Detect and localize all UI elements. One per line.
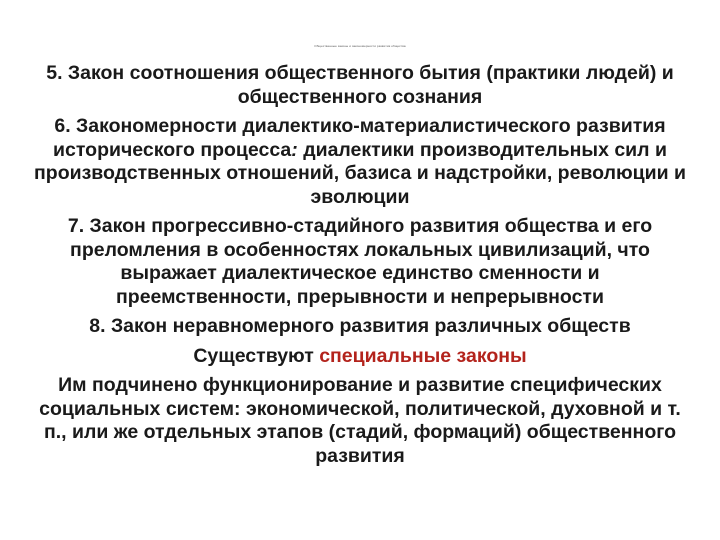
closing-paragraph: Им подчинено функционирование и развитие специфических социальных систем: экономической, политической, духовной и т. п., или же отдельных этапов (стадий, формаций) общественного развития <box>39 374 681 467</box>
law-6-colon: : <box>291 138 298 161</box>
law-6-paragraph <box>30 115 690 209</box>
law-6-lead: 6. Закономерности диалектико-материалистического развития исторического процесса <box>53 115 666 161</box>
special-laws-highlight: специальные законы <box>319 344 527 367</box>
law-8-paragraph: 8. Закон неравномерного развития различных обществ <box>89 315 631 337</box>
law-5-paragraph: 5. Закон соотношения общественного бытия (практики людей) и общественного сознания <box>46 62 674 108</box>
slide-title: Общественные законы и закономерности развития общества <box>314 44 406 48</box>
special-laws-lead: Существуют <box>193 344 320 367</box>
slide-body <box>30 62 690 468</box>
special-laws-line <box>30 345 690 369</box>
law-7-paragraph: 7. Закон прогрессивно-стадийного развития общества и его преломления в особенностях локальных цивилизаций, что выражает диалектическое единство сменности и преемственности, прерывности и непрерывности <box>67 215 653 308</box>
law-6-rest: диалектики производительных сил и производственных отношений, базиса и надстройки, революции и эволюции <box>34 138 686 208</box>
